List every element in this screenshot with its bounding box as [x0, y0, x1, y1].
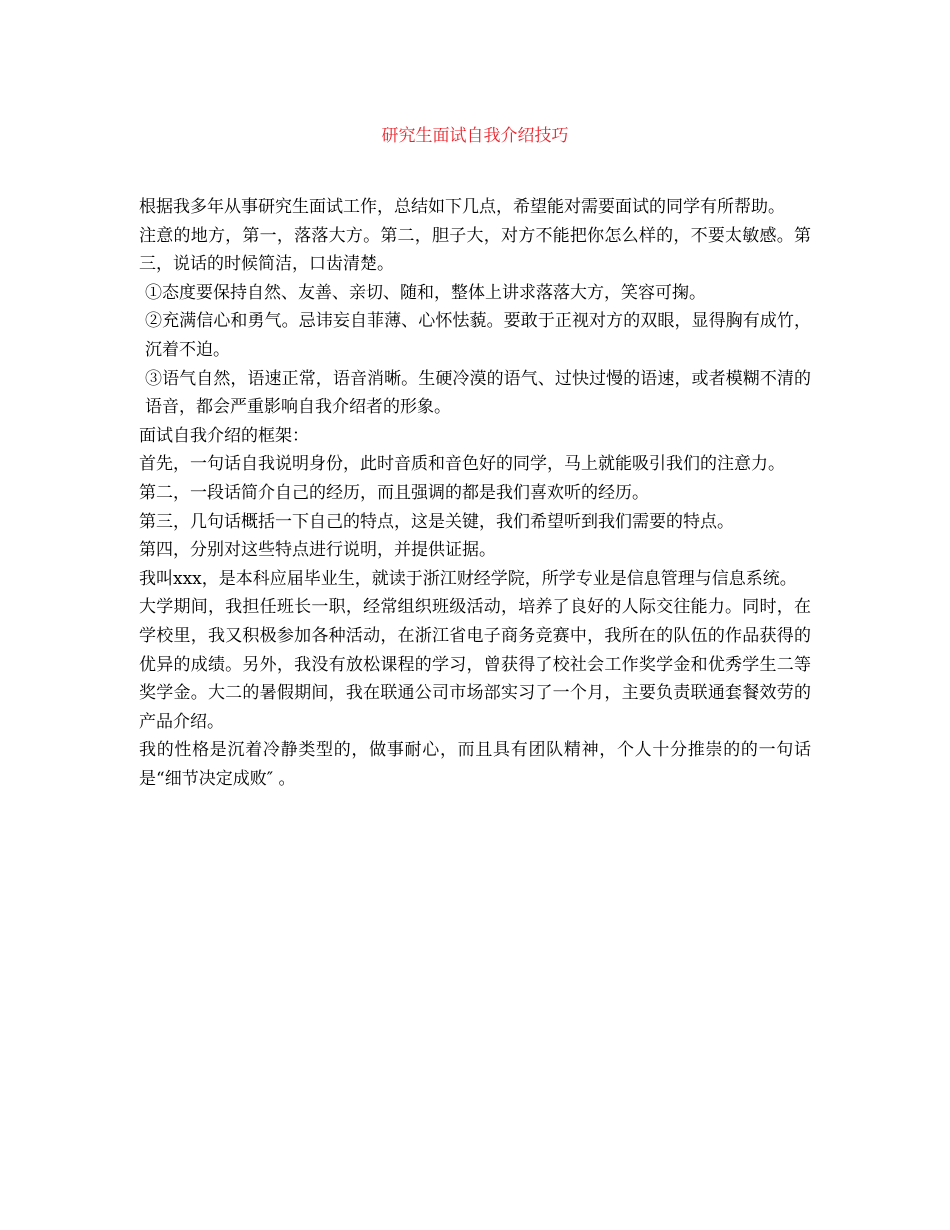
document-body — [139, 193, 811, 793]
paragraph-point-3: ③语气自然，语速正常，语音消晰。生硬冷漠的语气、过快过慢的语速，或者模糊不清的语音，都会严重影响自我介绍者的形象。 — [145, 368, 811, 418]
paragraph-framework-third: 第三，几句话概括一下自己的特点，这是关键，我们希望听到我们需要的特点。 — [139, 511, 734, 532]
paragraph-framework-first: 首先，一句话自我说明身份，此时音质和音色好的同学，马上就能吸引我们的注意力。 — [139, 454, 785, 475]
paragraph-framework-heading: 面试自我介绍的框架： — [139, 425, 309, 446]
paragraph-notes: 注意的地方，第一，落落大方。第二，胆子大，对方不能把你怎么样的，不要太敏感。第三，说话的时候简洁，口齿清楚。 — [139, 225, 811, 275]
paragraph-framework-fourth: 第四，分别对这些特点进行说明，并提供证据。 — [139, 540, 496, 561]
paragraph-point-2: ②充满信心和勇气。忌讳妄自菲薄、心怀怯藐。要敢于正视对方的双眼，显得胸有成竹，沉着不迫。 — [145, 311, 811, 360]
document-title: 研究生面试自我介绍技巧 — [381, 126, 569, 146]
paragraph-sample-name: 我叫xxx，是本科应届毕业生，就读于浙江财经学院，所学专业是信息管理与信息系统。 — [139, 568, 797, 589]
paragraph-sample-personality: 我的性格是沉着冷静类型的，做事耐心，而且具有团队精神，个人十分推崇的的一句话是“细节决定成败″ 。 — [139, 740, 811, 789]
paragraph-sample-university: 大学期间，我担任班长一职，经常组织班级活动，培养了良好的人际交往能力。同时，在学校里，我又积极参加各种活动，在浙江省电子商务竞赛中，我所在的队伍的作品获得的优异的成绩。另外，我没有放松课程的学习，曾获得了校社会工作奖学金和优秀学生二等奖学金。大二的暑假期间，我在联通公司市场部实习了一个月，主要负责联通套餐效劳的产品介绍。 — [139, 597, 811, 732]
paragraph-intro: 根据我多年从事研究生面试工作，总结如下几点，希望能对需要面试的同学有所帮助。 — [139, 197, 785, 217]
paragraph-framework-second: 第二，一段话简介自己的经历，而且强调的都是我们喜欢听的经历。 — [139, 482, 649, 503]
paragraph-point-1: ①态度要保持自然、友善、亲切、随和，整体上讲求落落大方，笑容可掬。 — [145, 282, 706, 303]
